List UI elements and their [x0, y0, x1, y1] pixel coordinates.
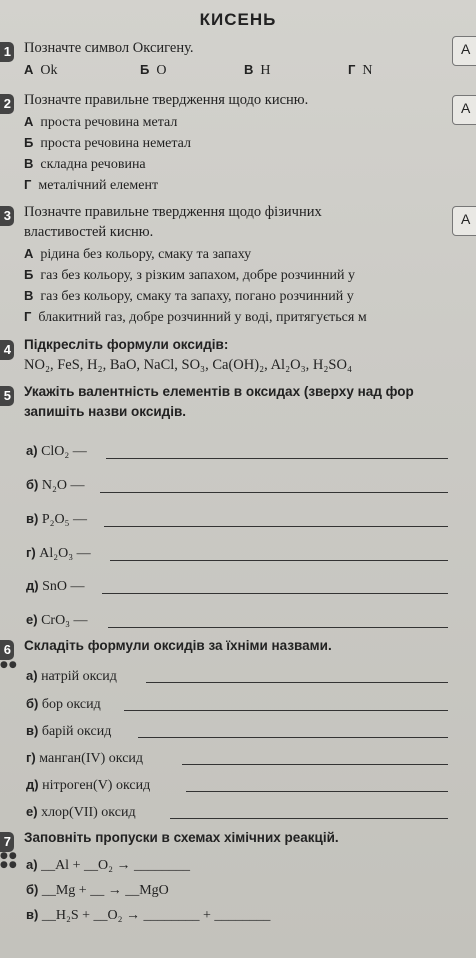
- q2-option-d[interactable]: Г металічний елемент: [24, 177, 159, 193]
- question-5-line2: запишіть назви оксидів.: [24, 404, 187, 419]
- q6-answer-line-d[interactable]: [182, 764, 448, 765]
- q5-answer-line-a[interactable]: [106, 458, 448, 459]
- answer-box-3[interactable]: А: [452, 206, 476, 236]
- answer-box-2[interactable]: А: [452, 95, 476, 125]
- question-2-text: Позначте правильне твердження щодо кисню.: [24, 92, 309, 108]
- q6-answer-line-a[interactable]: [146, 682, 448, 683]
- question-4-text: Підкресліть формули оксидів:: [24, 337, 229, 352]
- question-number-4: 4: [0, 340, 14, 360]
- q2-option-b[interactable]: Б проста речовина неметал: [24, 135, 192, 151]
- difficulty-dots-7: ●● ●●: [0, 851, 18, 870]
- q6-item-e: д) нітроген(V) оксид: [26, 777, 151, 793]
- q5-answer-line-c[interactable]: [104, 526, 448, 527]
- q2-option-a[interactable]: А проста речовина метал: [24, 114, 178, 130]
- q5-item-b: б) N₂O —: [26, 477, 85, 493]
- q2-option-c[interactable]: В складна речовина: [24, 156, 146, 172]
- q5-item-a: а) ClO₂ —: [26, 443, 87, 459]
- q1-option-a[interactable]: А Ok: [24, 62, 58, 78]
- q6-answer-line-c[interactable]: [138, 737, 448, 738]
- q5-item-e: д) SnO —: [26, 578, 85, 594]
- q5-answer-line-f[interactable]: [108, 627, 448, 628]
- q5-item-d: г) Al₂O₃ —: [26, 545, 91, 561]
- q6-item-d: г) манган(IV) оксид: [26, 750, 144, 766]
- question-7-text: Заповніть пропуски в схемах хімічних реакцій.: [24, 830, 339, 845]
- q3-option-b[interactable]: Б газ без кольору, з різким запахом, добре розчинний у: [24, 267, 356, 283]
- q3-option-d[interactable]: Г блакитний газ, добре розчинний у воді, притягується м: [24, 309, 367, 325]
- q1-option-d[interactable]: Г N: [348, 62, 373, 78]
- q6-answer-line-f[interactable]: [170, 818, 448, 819]
- q6-item-a: а) натрій оксид: [26, 668, 117, 684]
- q7-scheme-b[interactable]: б) __Mg + __ → __MgO: [26, 882, 169, 898]
- question-number-1: 1: [0, 42, 14, 62]
- question-number-6: 6: [0, 640, 14, 660]
- q5-item-c: в) P₂O₅ —: [26, 511, 87, 527]
- q6-item-c: в) барій оксид: [26, 723, 112, 739]
- question-5-line1: Укажіть валентність елементів в оксидах (зверху над фор: [24, 384, 414, 399]
- q5-answer-line-e[interactable]: [102, 593, 448, 594]
- question-1-text: Позначте символ Оксигену.: [24, 40, 194, 56]
- q1-option-b[interactable]: Б O: [140, 62, 167, 78]
- q5-answer-line-d[interactable]: [110, 560, 448, 561]
- question-6-text: Складіть формули оксидів за їхніми назвами.: [24, 638, 332, 653]
- q3-option-a[interactable]: А рідина без кольору, смаку та запаху: [24, 246, 252, 262]
- q6-answer-line-b[interactable]: [124, 710, 448, 711]
- q5-item-f: е) CrO₃ —: [26, 612, 88, 628]
- q6-item-b: б) бор оксид: [26, 696, 101, 712]
- q6-answer-line-e[interactable]: [186, 791, 448, 792]
- q1-option-c[interactable]: В H: [244, 62, 271, 78]
- question-3-line2: властивостей кисню.: [24, 224, 154, 240]
- oxide-formula-list[interactable]: NO₂, FeS, H₂, BaO, NaCl, SO₃, Ca(OH)₂, Al₂O₃, H₂SO₄: [24, 357, 353, 373]
- question-number-3: 3: [0, 206, 14, 226]
- question-number-2: 2: [0, 94, 14, 114]
- q7-scheme-a[interactable]: а) __Al + __O₂ → ________: [26, 857, 190, 873]
- answer-box-1[interactable]: А: [452, 36, 476, 66]
- question-number-7: 7: [0, 832, 14, 852]
- question-number-5: 5: [0, 386, 14, 406]
- question-3-line1: Позначте правильне твердження щодо фізичних: [24, 204, 322, 220]
- page-title: КИСЕНЬ: [199, 10, 277, 29]
- q5-answer-line-b[interactable]: [100, 492, 448, 493]
- q3-option-c[interactable]: В газ без кольору, смаку та запаху, погано розчинний у: [24, 288, 354, 304]
- difficulty-dots-6: ●●: [0, 660, 18, 670]
- q7-scheme-c[interactable]: в) __H₂S + __O₂ → ________ + ________: [26, 907, 271, 923]
- q6-item-f: е) хлор(VII) оксид: [26, 804, 136, 820]
